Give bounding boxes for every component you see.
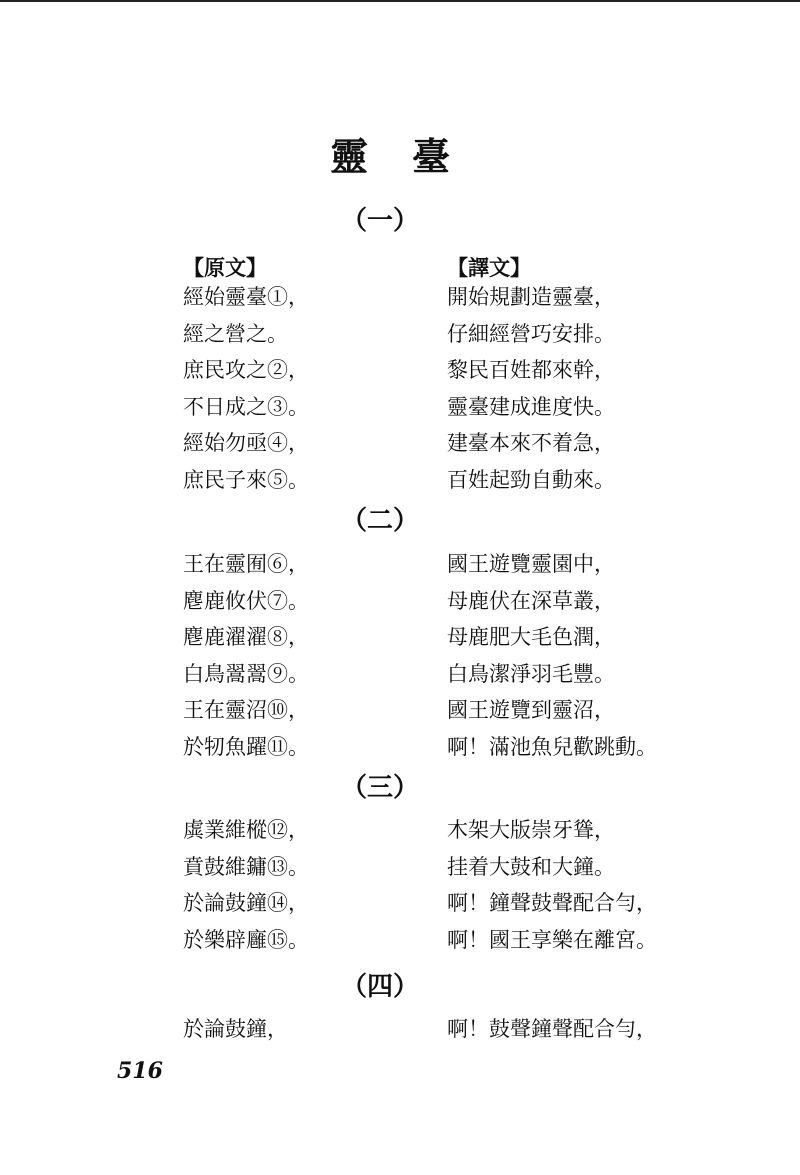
translation-header: 【譯文】 <box>447 255 531 280</box>
translation-line: 國王遊覽到靈沼， <box>447 698 615 723</box>
verse-line: 庶民子來⑤。 <box>183 467 309 492</box>
translation-line: 開始規劃造靈臺， <box>447 285 615 309</box>
stanza-3-translation <box>447 812 657 958</box>
translation-line: 啊！鐘聲鼓聲配合勻， <box>447 891 657 916</box>
stanza-1-translation <box>447 279 615 499</box>
translation-line: 國王遊覽靈園中， <box>447 552 615 576</box>
verse-line: 賁鼓維鏞⑬。 <box>183 854 309 879</box>
translation-line: 靈臺建成進度快。 <box>447 394 615 419</box>
verse-line: 麀鹿濯濯⑧， <box>183 625 309 650</box>
top-border <box>0 0 800 2</box>
translation-line: 仔細經營巧安排。 <box>447 321 615 346</box>
verse-line: 王在靈囿⑥， <box>183 552 309 576</box>
translation-line: 啊！國王享樂在離宮。 <box>447 927 657 952</box>
verse-line: 白鳥翯翯⑨。 <box>183 661 309 686</box>
stanza-4-original <box>183 1011 288 1048</box>
translation-line: 木架大版崇牙聳， <box>447 818 615 842</box>
section-heading-3: （三） <box>340 773 419 803</box>
verse-line: 庶民攻之②， <box>183 358 309 383</box>
verse-line: 於論鼓鐘⑭， <box>183 891 309 916</box>
verse-line: 不日成之③。 <box>183 394 309 419</box>
translation-line: 挂着大鼓和大鐘。 <box>447 854 615 879</box>
original-text-header: 【原文】 <box>183 255 267 280</box>
verse-line: 於牣魚躍⑪。 <box>183 734 309 759</box>
verse-line: 於論鼓鐘， <box>183 1017 288 1041</box>
stanza-2-translation <box>447 546 657 766</box>
verse-line: 麀鹿攸伏⑦。 <box>183 588 309 613</box>
stanza-1-original <box>183 279 309 499</box>
title-char-2: 臺 <box>411 133 450 179</box>
translation-line: 啊！鼓聲鐘聲配合勻， <box>447 1017 657 1041</box>
verse-line: 經始勿亟④， <box>183 431 309 456</box>
verse-line: 王在靈沼⑩， <box>183 698 309 723</box>
stanza-2-original <box>183 546 309 766</box>
page-number: 516 <box>117 1058 163 1084</box>
verse-line: 虡業維樅⑫， <box>183 818 309 842</box>
section-heading-1: （一） <box>340 206 419 236</box>
verse-line: 經始靈臺①， <box>183 285 309 309</box>
stanza-3-original <box>183 812 309 958</box>
stanza-4-translation <box>447 1011 657 1048</box>
verse-line: 經之營之。 <box>183 321 288 346</box>
verse-line: 於樂辟廱⑮。 <box>183 927 309 952</box>
title-char-1: 靈 <box>330 133 369 179</box>
translation-line: 百姓起勁自動來。 <box>447 467 615 492</box>
translation-line: 白鳥潔淨羽毛豐。 <box>447 661 615 686</box>
translation-line: 黎民百姓都來幹， <box>447 358 615 383</box>
translation-line: 建臺本來不着急， <box>447 431 615 456</box>
translation-line: 母鹿伏在深草叢， <box>447 588 615 613</box>
page-title <box>330 128 450 178</box>
section-heading-4: （四） <box>340 972 419 1002</box>
translation-line: 啊！滿池魚兒歡跳動。 <box>447 734 657 759</box>
section-heading-2: （二） <box>340 506 419 536</box>
translation-line: 母鹿肥大毛色潤， <box>447 625 615 650</box>
